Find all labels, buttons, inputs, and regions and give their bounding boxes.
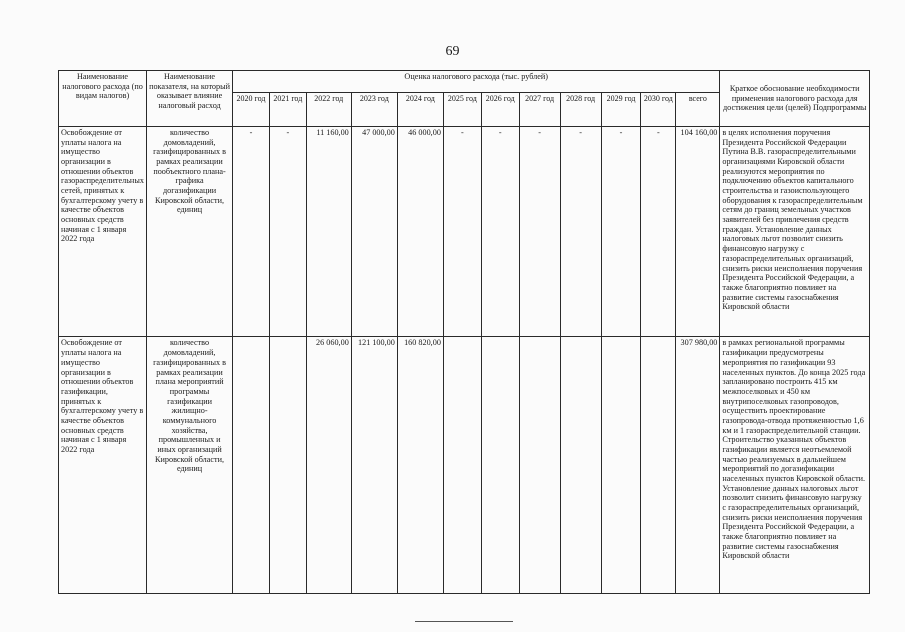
header-indicator: Наименование показателя, на который оказывает влияние налоговый расход — [147, 71, 233, 127]
year-header: 2028 год — [560, 93, 601, 127]
value-cell — [269, 337, 306, 594]
row-justification: в рамках региональной программы газификации предусмотрены мероприятия по газификации 93 населенных пунктов. До конца 2025 года запланировано построить 415 км межпоселковых и 450 км внутрипоселковых газопроводов, осуществить проектирование газопровода-отвода протяженностью 1,6 км и 1 газораспределительной станции. Строительство указанных объектов газификации является неотъемлемой частью реализуемых в дальнейшем мероприятий по догазификации населенных пунктов Кировской области. Установление данных налоговых льгот позволит снизить финансовую нагрузку с газораспределительных организаций, снизить риски неисполнения поручения Президента Российской Федерации, а также благоприятно повлияет на развитие системы газоснабжения Кировской области — [720, 337, 870, 594]
table-row — [59, 127, 870, 337]
year-header: 2027 год — [519, 93, 560, 127]
total-header: всего — [676, 93, 720, 127]
header-assessment: Оценка налогового расхода (тыс. рублей) — [233, 71, 720, 93]
year-header: 2029 год — [601, 93, 641, 127]
row-tax-name: Освобождение от уплаты налога на имущество организации в отношении объектов газораспределительных сетей, принятых к бухгалтерскому учету в качестве объектов основных средств начиная с 1 января 2022 года — [59, 127, 147, 337]
page-number: 69 — [445, 44, 460, 59]
year-header: 2022 год — [306, 93, 351, 127]
row-indicator: количество домовладений, газифицированных в рамках реализации пообъектного плана-графика догазификации Кировской области, единиц — [147, 127, 233, 337]
value-cell — [560, 337, 601, 594]
value-cell: - — [560, 127, 601, 337]
row-justification: в целях исполнения поручения Президента Российской Федерации Путина В.В. газораспределительными организациями Кировской области реализуются мероприятия по подключению объектов капитального строительства и газоиспользующего оборудования к газораспределительным сетям до границ земельных участков заявителей без привлечения средств граждан. Установление данных налоговых льгот позволит снизить финансовую нагрузку с газораспределительных организаций, снизить риски неисполнения поручения Президента Российской Федерации, а также благоприятно повлияет на развитие системы газоснабжения Кировской области — [720, 127, 870, 337]
year-header: 2030 год — [641, 93, 676, 127]
value-cell: - — [481, 127, 519, 337]
year-header: 2021 год — [269, 93, 306, 127]
total-cell: 307 980,00 — [676, 337, 720, 594]
footer-divider — [415, 621, 513, 622]
value-cell: 121 100,00 — [351, 337, 397, 594]
value-cell — [641, 337, 676, 594]
value-cell: - — [233, 127, 270, 337]
year-header: 2020 год — [233, 93, 270, 127]
row-indicator: количество домовладений, газифицированных в рамках реализации плана мероприятий программы газификации жилищно-коммунального хозяйства, промышленных и иных организаций Кировской области, единиц — [147, 337, 233, 594]
value-cell — [601, 337, 641, 594]
value-cell: 46 000,00 — [397, 127, 443, 337]
value-cell — [443, 337, 481, 594]
header-justification: Краткое обоснование необходимости применения налогового расхода для достижения цели (целей) Подпрограммы — [720, 71, 870, 127]
header-tax-name: Наименование налогового расхода (по видам налогов) — [59, 71, 147, 127]
year-header: 2023 год — [351, 93, 397, 127]
year-header: 2026 год — [481, 93, 519, 127]
year-header: 2024 год — [397, 93, 443, 127]
value-cell — [233, 337, 270, 594]
tax-expense-table — [58, 70, 870, 594]
value-cell: - — [269, 127, 306, 337]
value-cell: 11 160,00 — [306, 127, 351, 337]
value-cell: 47 000,00 — [351, 127, 397, 337]
value-cell: - — [519, 127, 560, 337]
value-cell — [519, 337, 560, 594]
total-cell: 104 160,00 — [676, 127, 720, 337]
value-cell — [481, 337, 519, 594]
value-cell: - — [601, 127, 641, 337]
value-cell: - — [641, 127, 676, 337]
row-tax-name: Освобождение от уплаты налога на имущество организации в отношении объектов газификации, принятых к бухгалтерскому учету в качестве объектов основных средств начиная с 1 января 2022 года — [59, 337, 147, 594]
value-cell: 160 820,00 — [397, 337, 443, 594]
value-cell: - — [443, 127, 481, 337]
table-row — [59, 337, 870, 594]
year-header: 2025 год — [443, 93, 481, 127]
value-cell: 26 060,00 — [306, 337, 351, 594]
